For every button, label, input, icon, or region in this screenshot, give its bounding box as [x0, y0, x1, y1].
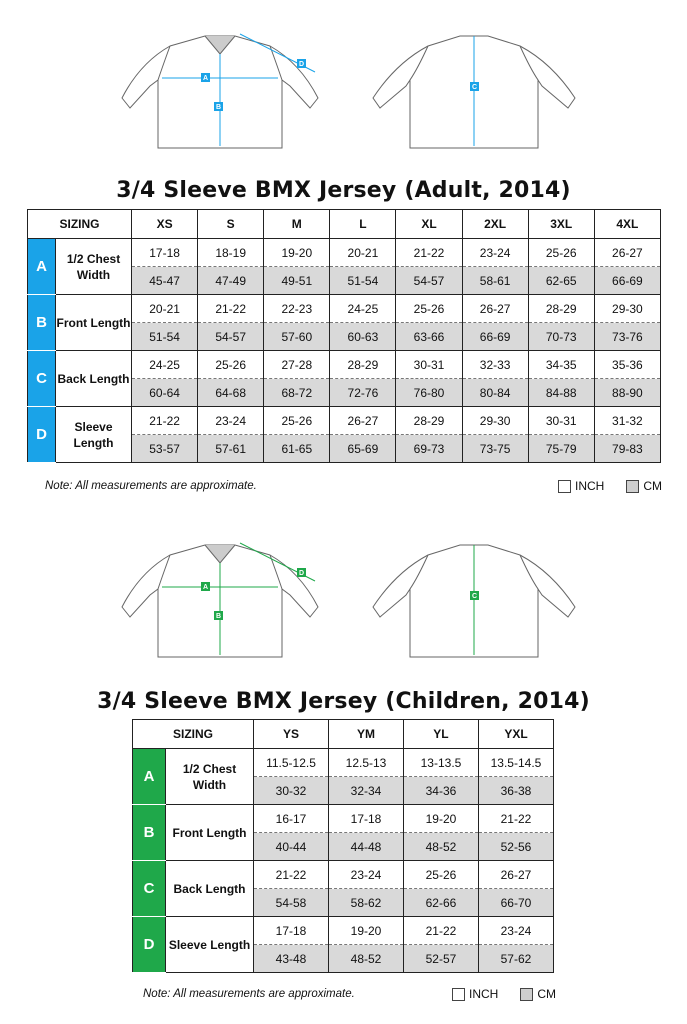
cm-value-cell: 88-90 [594, 379, 660, 407]
inch-value-cell: 17-18 [132, 239, 198, 267]
cm-legend-label: CM [537, 987, 557, 1001]
inch-value-cell: 21-22 [132, 407, 198, 435]
cm-value-cell: 75-79 [528, 435, 594, 463]
measurement-label: Front Length [166, 805, 254, 861]
cm-value-cell: 36-38 [478, 777, 553, 805]
child-size-table [132, 719, 554, 973]
inch-row [28, 295, 661, 323]
child-note: Note: All measurements are approximate. [143, 988, 355, 1000]
cm-value-cell: 76-80 [396, 379, 462, 407]
inch-value-cell: 30-31 [528, 407, 594, 435]
inch-value-cell: 28-29 [330, 351, 396, 379]
cm-value-cell: 57-60 [264, 323, 330, 351]
cm-value-cell: 73-75 [462, 435, 528, 463]
adult-chart-title: 3/4 Sleeve BMX Jersey (Adult, 2014) [116, 178, 571, 203]
inch-value-cell: 11.5-12.5 [254, 749, 329, 777]
cm-value-cell: 60-64 [132, 379, 198, 407]
cm-value-cell: 69-73 [396, 435, 462, 463]
inch-value-cell: 16-17 [254, 805, 329, 833]
inch-value-cell: 21-22 [403, 917, 478, 945]
cm-value-cell: 62-66 [403, 889, 478, 917]
cm-value-cell: 72-76 [330, 379, 396, 407]
cm-value-cell: 53-57 [132, 435, 198, 463]
inch-legend-label: INCH [469, 987, 499, 1001]
inch-value-cell: 21-22 [198, 295, 264, 323]
inch-value-cell: 26-27 [478, 861, 553, 889]
cm-value-cell: 48-52 [329, 945, 404, 973]
inch-value-cell: 18-19 [198, 239, 264, 267]
inch-value-cell: 21-22 [254, 861, 329, 889]
measurement-label: Sleeve Length [166, 917, 254, 973]
size-header: XL [396, 210, 462, 239]
child-jersey-diagrams [110, 537, 590, 663]
inch-value-cell: 25-26 [528, 239, 594, 267]
inch-value-cell: 19-20 [403, 805, 478, 833]
inch-value-cell: 19-20 [329, 917, 404, 945]
cm-value-cell: 66-69 [462, 323, 528, 351]
inch-value-cell: 32-33 [462, 351, 528, 379]
cm-value-cell: 61-65 [264, 435, 330, 463]
inch-value-cell: 35-36 [594, 351, 660, 379]
inch-value-cell: 30-31 [396, 351, 462, 379]
inch-value-cell: 13-13.5 [403, 749, 478, 777]
size-header: YL [403, 720, 478, 749]
cm-legend-label: CM [643, 479, 663, 493]
inch-value-cell: 24-25 [132, 351, 198, 379]
diagram-label-a: A [202, 584, 209, 591]
cm-value-cell: 80-84 [462, 379, 528, 407]
cm-value-cell: 70-73 [528, 323, 594, 351]
diagram-label-c: C [471, 84, 478, 91]
size-header: 3XL [528, 210, 594, 239]
diagram-label-d: D [298, 570, 305, 577]
inch-row [28, 239, 661, 267]
inch-value-cell: 13.5-14.5 [478, 749, 553, 777]
inch-value-cell: 21-22 [396, 239, 462, 267]
size-header: YM [329, 720, 404, 749]
cm-value-cell: 58-62 [329, 889, 404, 917]
inch-row [133, 917, 554, 945]
inch-value-cell: 23-24 [198, 407, 264, 435]
cm-value-cell: 57-61 [198, 435, 264, 463]
cm-value-cell: 54-58 [254, 889, 329, 917]
diagram-label-a: A [202, 75, 209, 82]
diagram-label-c: C [471, 593, 478, 600]
inch-value-cell: 26-27 [462, 295, 528, 323]
size-header: M [264, 210, 330, 239]
inch-value-cell: 26-27 [330, 407, 396, 435]
child-header-row [133, 720, 554, 749]
cm-swatch [520, 988, 533, 1001]
adult-header-row [28, 210, 661, 239]
inch-value-cell: 23-24 [478, 917, 553, 945]
measurement-letter: C [28, 351, 56, 407]
cm-value-cell: 54-57 [198, 323, 264, 351]
inch-value-cell: 24-25 [330, 295, 396, 323]
size-header: XS [132, 210, 198, 239]
child-chart-title: 3/4 Sleeve BMX Jersey (Children, 2014) [97, 689, 590, 714]
cm-value-cell: 51-54 [330, 267, 396, 295]
sizing-header: SIZING [28, 210, 132, 239]
inch-value-cell: 31-32 [594, 407, 660, 435]
measurement-label: 1/2 Chest Width [166, 749, 254, 805]
adult-legend [558, 479, 662, 493]
cm-value-cell: 66-69 [594, 267, 660, 295]
child-legend [452, 987, 556, 1001]
inch-value-cell: 23-24 [462, 239, 528, 267]
cm-value-cell: 51-54 [132, 323, 198, 351]
inch-value-cell: 19-20 [264, 239, 330, 267]
inch-value-cell: 28-29 [528, 295, 594, 323]
diagram-label-b: B [215, 104, 222, 111]
inch-value-cell: 27-28 [264, 351, 330, 379]
cm-value-cell: 84-88 [528, 379, 594, 407]
inch-value-cell: 29-30 [462, 407, 528, 435]
inch-value-cell: 17-18 [254, 917, 329, 945]
inch-swatch [558, 480, 571, 493]
measurement-letter: A [28, 239, 56, 295]
inch-value-cell: 17-18 [329, 805, 404, 833]
inch-value-cell: 20-21 [132, 295, 198, 323]
inch-row [133, 805, 554, 833]
cm-value-cell: 40-44 [254, 833, 329, 861]
measurement-label: 1/2 Chest Width [56, 239, 132, 295]
size-header: 4XL [594, 210, 660, 239]
measurement-label: Back Length [166, 861, 254, 917]
measurement-letter: D [28, 407, 56, 463]
inch-value-cell: 26-27 [594, 239, 660, 267]
measurement-label: Back Length [56, 351, 132, 407]
inch-value-cell: 25-26 [264, 407, 330, 435]
size-header: YXL [478, 720, 553, 749]
cm-value-cell: 48-52 [403, 833, 478, 861]
cm-value-cell: 32-34 [329, 777, 404, 805]
cm-value-cell: 68-72 [264, 379, 330, 407]
size-header: YS [254, 720, 329, 749]
size-header: L [330, 210, 396, 239]
cm-value-cell: 52-56 [478, 833, 553, 861]
size-header: 2XL [462, 210, 528, 239]
inch-value-cell: 29-30 [594, 295, 660, 323]
cm-value-cell: 49-51 [264, 267, 330, 295]
inch-value-cell: 25-26 [403, 861, 478, 889]
adult-size-table [27, 209, 661, 463]
child-jersey-illustration [110, 537, 590, 663]
inch-value-cell: 25-26 [198, 351, 264, 379]
cm-value-cell: 54-57 [396, 267, 462, 295]
adult-note: Note: All measurements are approximate. [45, 480, 257, 492]
inch-row [28, 351, 661, 379]
cm-value-cell: 57-62 [478, 945, 553, 973]
size-header: S [198, 210, 264, 239]
cm-value-cell: 58-61 [462, 267, 528, 295]
sizing-header: SIZING [133, 720, 254, 749]
cm-value-cell: 43-48 [254, 945, 329, 973]
inch-value-cell: 25-26 [396, 295, 462, 323]
cm-value-cell: 65-69 [330, 435, 396, 463]
inch-value-cell: 12.5-13 [329, 749, 404, 777]
measurement-letter: D [133, 917, 166, 973]
cm-value-cell: 30-32 [254, 777, 329, 805]
measurement-label: Sleeve Length [56, 407, 132, 463]
diagram-label-b: B [215, 613, 222, 620]
cm-value-cell: 66-70 [478, 889, 553, 917]
adult-jersey-illustration [110, 28, 590, 154]
inch-row [28, 407, 661, 435]
measurement-letter: B [133, 805, 166, 861]
measurement-letter: B [28, 295, 56, 351]
inch-value-cell: 20-21 [330, 239, 396, 267]
inch-legend-label: INCH [575, 479, 605, 493]
measurement-letter: C [133, 861, 166, 917]
diagram-label-d: D [298, 61, 305, 68]
cm-value-cell: 44-48 [329, 833, 404, 861]
cm-value-cell: 73-76 [594, 323, 660, 351]
cm-value-cell: 34-36 [403, 777, 478, 805]
inch-value-cell: 22-23 [264, 295, 330, 323]
cm-value-cell: 62-65 [528, 267, 594, 295]
cm-value-cell: 52-57 [403, 945, 478, 973]
inch-value-cell: 28-29 [396, 407, 462, 435]
inch-value-cell: 34-35 [528, 351, 594, 379]
cm-swatch [626, 480, 639, 493]
inch-value-cell: 23-24 [329, 861, 404, 889]
cm-value-cell: 63-66 [396, 323, 462, 351]
cm-value-cell: 45-47 [132, 267, 198, 295]
measurement-label: Front Length [56, 295, 132, 351]
adult-jersey-diagrams [110, 28, 590, 154]
cm-value-cell: 60-63 [330, 323, 396, 351]
inch-value-cell: 21-22 [478, 805, 553, 833]
cm-value-cell: 79-83 [594, 435, 660, 463]
inch-row [133, 861, 554, 889]
cm-value-cell: 47-49 [198, 267, 264, 295]
measurement-letter: A [133, 749, 166, 805]
inch-row [133, 749, 554, 777]
inch-swatch [452, 988, 465, 1001]
cm-value-cell: 64-68 [198, 379, 264, 407]
